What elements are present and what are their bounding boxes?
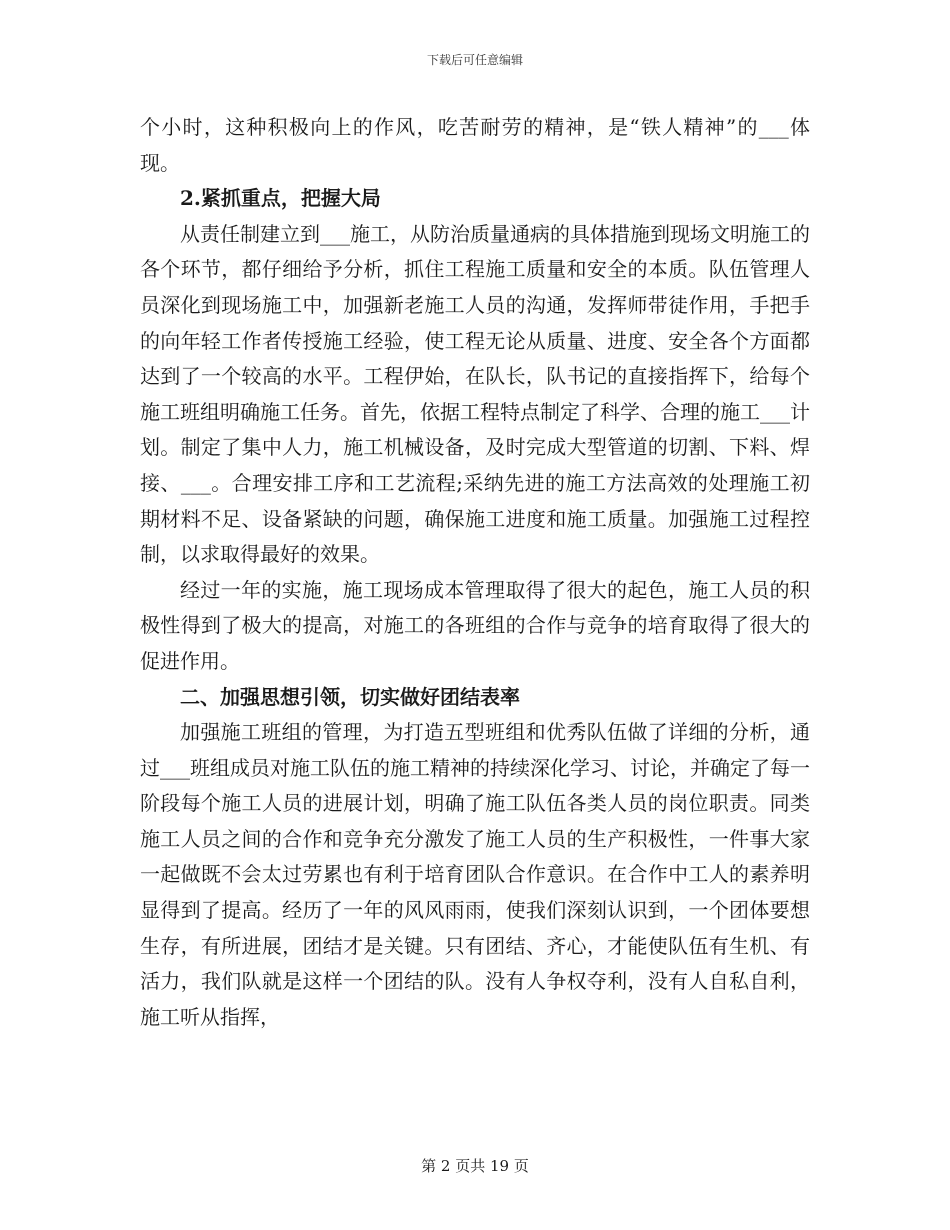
page-header: 下载后可任意编辑 — [426, 53, 523, 67]
paragraph-team-management: 加强施工班组的管理，为打造五型班组和优秀队伍做了详细的分析，通过___班组成员对施工队伍的施工精神的持续深化学习、讨论，并确定了每一阶段每个施工人员的进展计划，明确了施工队伍各类人员的岗位职责。同类施工人员之间的合作和竞争充分激发了施工人员的生产积极性，一件事大家一起做既不会太过劳累也有利于培育团队合作意识。在合作中工人的素养明显得到了提高。经历了一年的风风雨雨，使我们深刻认识到，一个团体要想生存，有所进展，团结才是关键。只有团结、齐心，才能使队伍有生机、有活力，我们队就是这样一个团结的队。没有人争权夺利，没有人自私自利，施工听从指挥， — [140, 720, 810, 1029]
paragraph-responsibility: 从责任制建立到___施工，从防治质量通病的具体措施到现场文明施工的各个环节，都仔细给予分析，抓住工程施工质量和安全的本质。队伍管理人员深化到现场施工中，加强新老施工人员的沟通，发挥师带徒作用，手把手的向年轻工作者传授施工经验，使工程无论从质量、进度、安全各个方面都达到了一个较高的水平。工程伊始，在队长，队书记的直接指挥下，给每个施工班组明确施工任务。首先，依据工程特点制定了科学、合理的施工___计划。制定了集中人力，施工机械设备，及时完成大型管道的切割、下料、焊接、___。合理安排工序和工艺流程;采纳先进的施工方法高效的处理施工初期材料不足、设备紧缺的问题，确保施工进度和施工质量。加强施工过程控制，以求取得最好的效果。 — [140, 221, 810, 567]
paragraph-results: 经过一年的实施，施工现场成本管理取得了很大的起色，施工人员的积极性得到了极大的提高，对施工的各班组的合作与竞争的培育取得了很大的促进作用。 — [140, 577, 810, 673]
paragraph-continued: 个小时，这种积极向上的作风，吃苦耐劳的精神，是“铁人精神”的___体现。 — [140, 115, 810, 175]
section-heading-2: 2.紧抓重点，把握大局 — [180, 186, 381, 211]
page-number: 第 2 页共 19 页 — [421, 1157, 529, 1175]
section-heading-ii: 二、加强思想引领，切实做好团结表率 — [180, 684, 520, 709]
document-body — [140, 110, 810, 1035]
